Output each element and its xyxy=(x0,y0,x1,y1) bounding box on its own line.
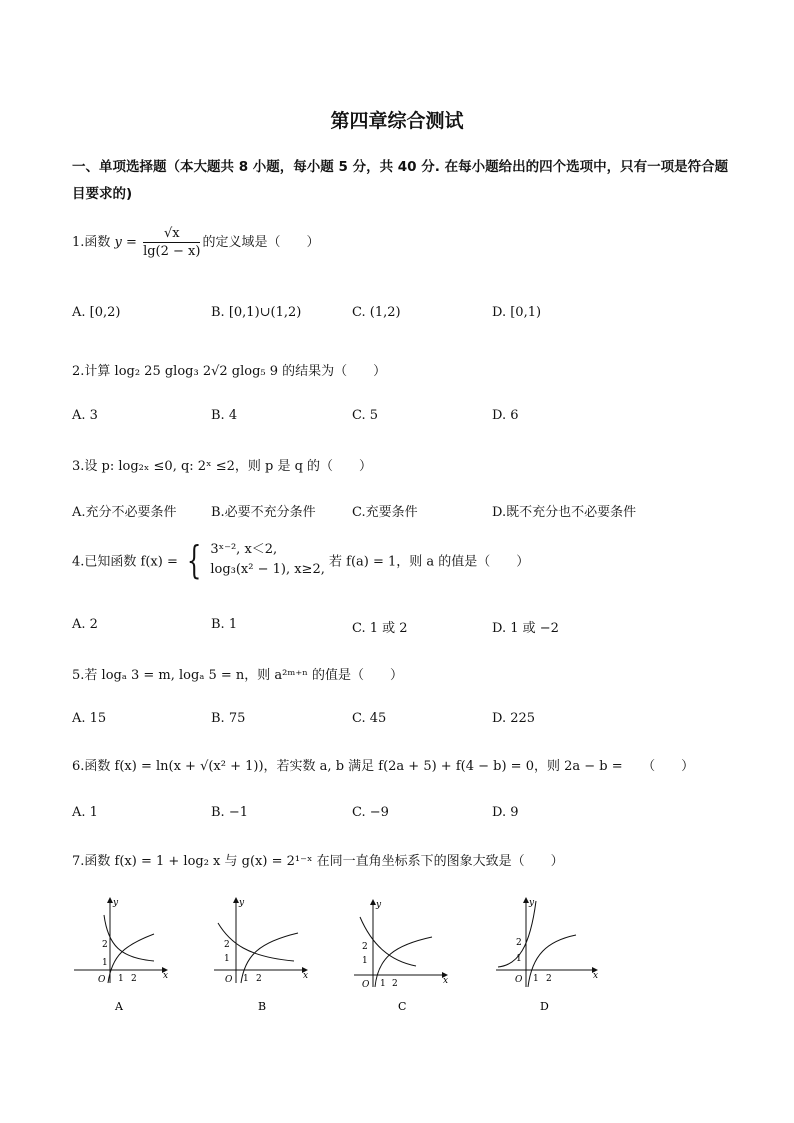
q1-denominator: lg(2 − x) xyxy=(143,244,201,259)
q4-brace: { xyxy=(186,538,202,582)
x-tick-1: 1 xyxy=(380,979,386,989)
section-heading: 一、单项选择题（本大题共 8 小题，每小题 5 分，共 40 分. 在每小题给出的四个选项中，只有一项是符合题目要求的) xyxy=(72,159,729,202)
y-tick-2: 2 xyxy=(102,940,108,950)
q5-option-a[interactable]: A. 15 xyxy=(72,711,107,726)
graph-caption: A xyxy=(115,1000,123,1013)
q4-prefix: 4.已知函数 f(x) = xyxy=(72,554,178,570)
origin-label: O xyxy=(515,975,523,985)
q1-fraction xyxy=(143,226,200,259)
q2-option-d[interactable]: D. 6 xyxy=(492,408,519,423)
origin-label: O xyxy=(225,975,233,985)
q2-option-a[interactable]: A. 3 xyxy=(72,408,98,423)
x-tick-2: 2 xyxy=(392,979,398,989)
question-3: 3.设 p: log₂ₓ ≤0, q: 2ˣ ≤2，则 p 是 q 的（ ） xyxy=(72,459,373,474)
question-5: 5.若 logₐ 3 = m, logₐ 5 = n，则 a²ᵐ⁺ⁿ 的值是（ ） xyxy=(72,668,403,683)
q4-option-a[interactable]: A. 2 xyxy=(72,617,98,632)
y-tick-1: 1 xyxy=(224,954,230,964)
q6-option-a[interactable]: A. 1 xyxy=(72,805,98,820)
origin-label: O xyxy=(98,975,106,985)
q5-option-c[interactable]: C. 45 xyxy=(352,711,387,726)
q4-case-1: 3ˣ⁻², x＜2, xyxy=(210,542,278,557)
y-label: y xyxy=(239,898,245,908)
graph-b[interactable] xyxy=(210,895,310,1020)
q5-option-d[interactable]: D. 225 xyxy=(492,711,536,726)
y-tick-1: 1 xyxy=(516,954,522,964)
q3-option-d[interactable]: D.既不充分也不必要条件 xyxy=(492,505,637,520)
q6-option-c[interactable]: C. −9 xyxy=(352,805,389,820)
q1-prefix: 1.函数 xyxy=(72,235,115,250)
curve-f xyxy=(241,933,298,983)
q2-option-c[interactable]: C. 5 xyxy=(352,408,379,423)
q4-option-d[interactable]: D. 1 或 −2 xyxy=(492,621,559,636)
x-label: x xyxy=(593,971,599,981)
y-tick-2: 2 xyxy=(224,940,230,950)
graph-c[interactable] xyxy=(350,895,450,1020)
page-title: 第四章综合测试 xyxy=(330,110,464,132)
curve-g xyxy=(104,915,154,961)
origin-label: O xyxy=(362,980,370,990)
graph-caption: C xyxy=(398,1000,407,1013)
y-tick-2: 2 xyxy=(362,942,368,952)
graph-a[interactable] xyxy=(70,895,170,1020)
graph-caption: B xyxy=(258,1000,267,1013)
q1-lhs: y = xyxy=(114,235,137,250)
q4-case-2: log₃(x² − 1), x≥2, xyxy=(210,562,325,577)
y-tick-1: 1 xyxy=(102,958,108,968)
y-label: y xyxy=(376,900,382,910)
q4-option-c[interactable]: C. 1 或 2 xyxy=(352,621,408,636)
q5-option-b[interactable]: B. 75 xyxy=(211,711,246,726)
q1-option-a[interactable]: A. [0,2) xyxy=(72,305,121,320)
x-tick-2: 2 xyxy=(256,974,262,984)
q6-option-d[interactable]: D. 9 xyxy=(492,805,519,820)
graph-caption: D xyxy=(540,1000,549,1013)
q1-numerator: √x xyxy=(143,226,200,243)
q1-option-c[interactable]: C. (1,2) xyxy=(352,305,401,320)
question-4 xyxy=(72,540,529,580)
question-6: 6.函数 f(x) = ln(x + √(x² + 1))，若实数 a, b 满足 f(2a + 5) + f(4 − b) = 0，则 2a − b = （ ） xyxy=(72,759,695,774)
x-tick-2: 2 xyxy=(131,974,137,984)
q1-option-d[interactable]: D. [0,1) xyxy=(492,305,542,320)
y-label: y xyxy=(113,898,119,908)
q3-option-c[interactable]: C.充要条件 xyxy=(352,505,418,520)
q1-option-b[interactable]: B. [0,1)∪(1,2) xyxy=(211,305,302,320)
question-7: 7.函数 f(x) = 1 + log₂ x 与 g(x) = 2¹⁻ˣ 在同一直角坐标系下的图象大致是（ ） xyxy=(72,854,564,869)
y-tick-1: 1 xyxy=(362,956,368,966)
q3-option-a[interactable]: A.充分不必要条件 xyxy=(72,505,177,520)
question-1 xyxy=(72,226,319,259)
graph-d[interactable] xyxy=(492,895,602,1020)
q3-option-b[interactable]: B.必要不充分条件 xyxy=(211,505,316,520)
q2-option-b[interactable]: B. 4 xyxy=(211,408,238,423)
x-label: x xyxy=(443,976,449,986)
y-tick-2: 2 xyxy=(516,938,522,948)
q4-suffix: 若 f(a) = 1，则 a 的值是（ ） xyxy=(329,554,530,570)
q4-option-b[interactable]: B. 1 xyxy=(211,617,238,632)
q6-option-b[interactable]: B. −1 xyxy=(211,805,248,820)
x-tick-1: 1 xyxy=(533,974,539,984)
y-label: y xyxy=(529,898,535,908)
x-tick-1: 1 xyxy=(118,974,124,984)
q1-suffix: 的定义域是（ ） xyxy=(202,235,320,250)
curve-g xyxy=(360,917,416,966)
q4-cases xyxy=(210,540,325,580)
x-label: x xyxy=(163,971,169,981)
x-label: x xyxy=(303,971,309,981)
x-tick-1: 1 xyxy=(243,974,249,984)
question-2: 2.计算 log₂ 25 glog₃ 2√2 glog₅ 9 的结果为（ ） xyxy=(72,364,387,379)
x-tick-2: 2 xyxy=(546,974,552,984)
